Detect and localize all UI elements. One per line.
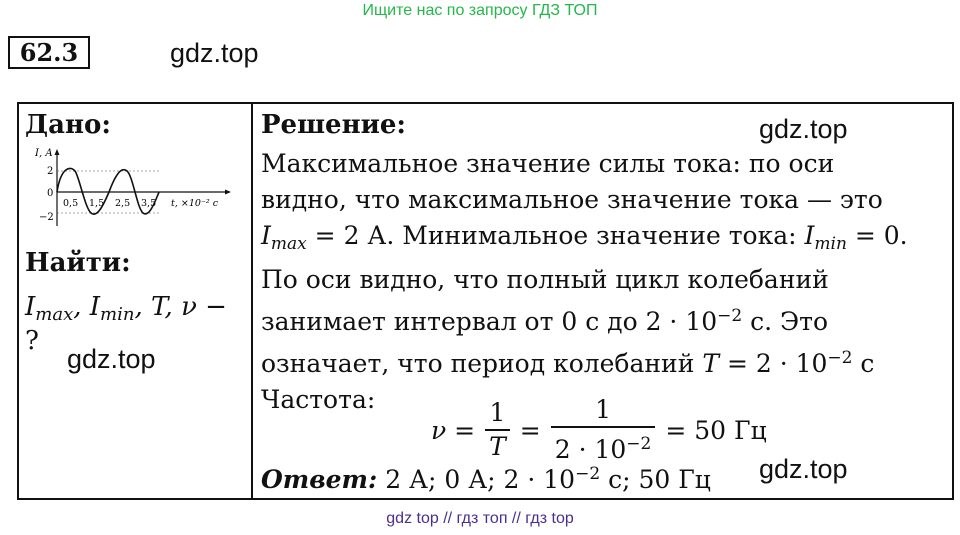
x-axis-label: t, ×10⁻² с [171,198,219,209]
y-tick-label: 0 [47,188,54,199]
y-tick-label: −2 [39,212,54,223]
x-axis-arrow [225,190,231,195]
find-question-mark: ? [25,326,39,356]
watermark: gdz.top [67,344,156,374]
solution-heading: Решение: [261,110,407,140]
x-tick-label: 3,5 [141,198,157,209]
solution-table [17,102,954,500]
x-tick-label: 1,5 [89,198,105,209]
solution-column [252,103,953,499]
x-tick-label: 2,5 [115,198,131,209]
given-column [18,103,252,499]
find-variables: $I_{max}$, $I_{min}$, T, ν − [25,292,227,325]
problem-number: 62.3 [8,36,90,69]
watermark: gdz.top [170,38,259,68]
watermark: gdz.top [759,114,848,144]
answer: Ответ: 2 А; 0 А; $2 \cdot 10^{-2}$ с; 50 Гц [261,464,711,494]
y-axis-arrow [55,149,60,155]
frequency-formula: ν = $\frac{1}{T}$ = $\frac{1}{2 \cdot 10^{-2}}$ = 50 Гц [431,395,767,464]
y-axis-label: I, А [35,148,53,159]
find-heading: Найти: [25,248,131,278]
solution-text: Максимальное значение силы тока: по оси видно, что максимальное значение тока — это $I_{max} = 2$ А. Минимальное значение тока: $I_{min} = 0$. По оси видно, что полный цикл колебаний занимает интервал от 0 с до $2 \cdot 10^{-2}$ с. Это означает, что период колебаний $T = 2 \cdot 10^{-2}$ с Частота: [261,149,908,414]
bottom-banner: gdz top // гдз топ // гдз top [386,510,574,527]
watermark: gdz.top [759,454,848,484]
top-banner: Ищите нас по запросу ГДЗ ТОП [362,2,598,19]
x-tick-label: 0,5 [63,198,79,209]
y-tick-label: 2 [47,166,54,177]
given-heading: Дано: [25,110,111,140]
current-graph [31,146,245,230]
